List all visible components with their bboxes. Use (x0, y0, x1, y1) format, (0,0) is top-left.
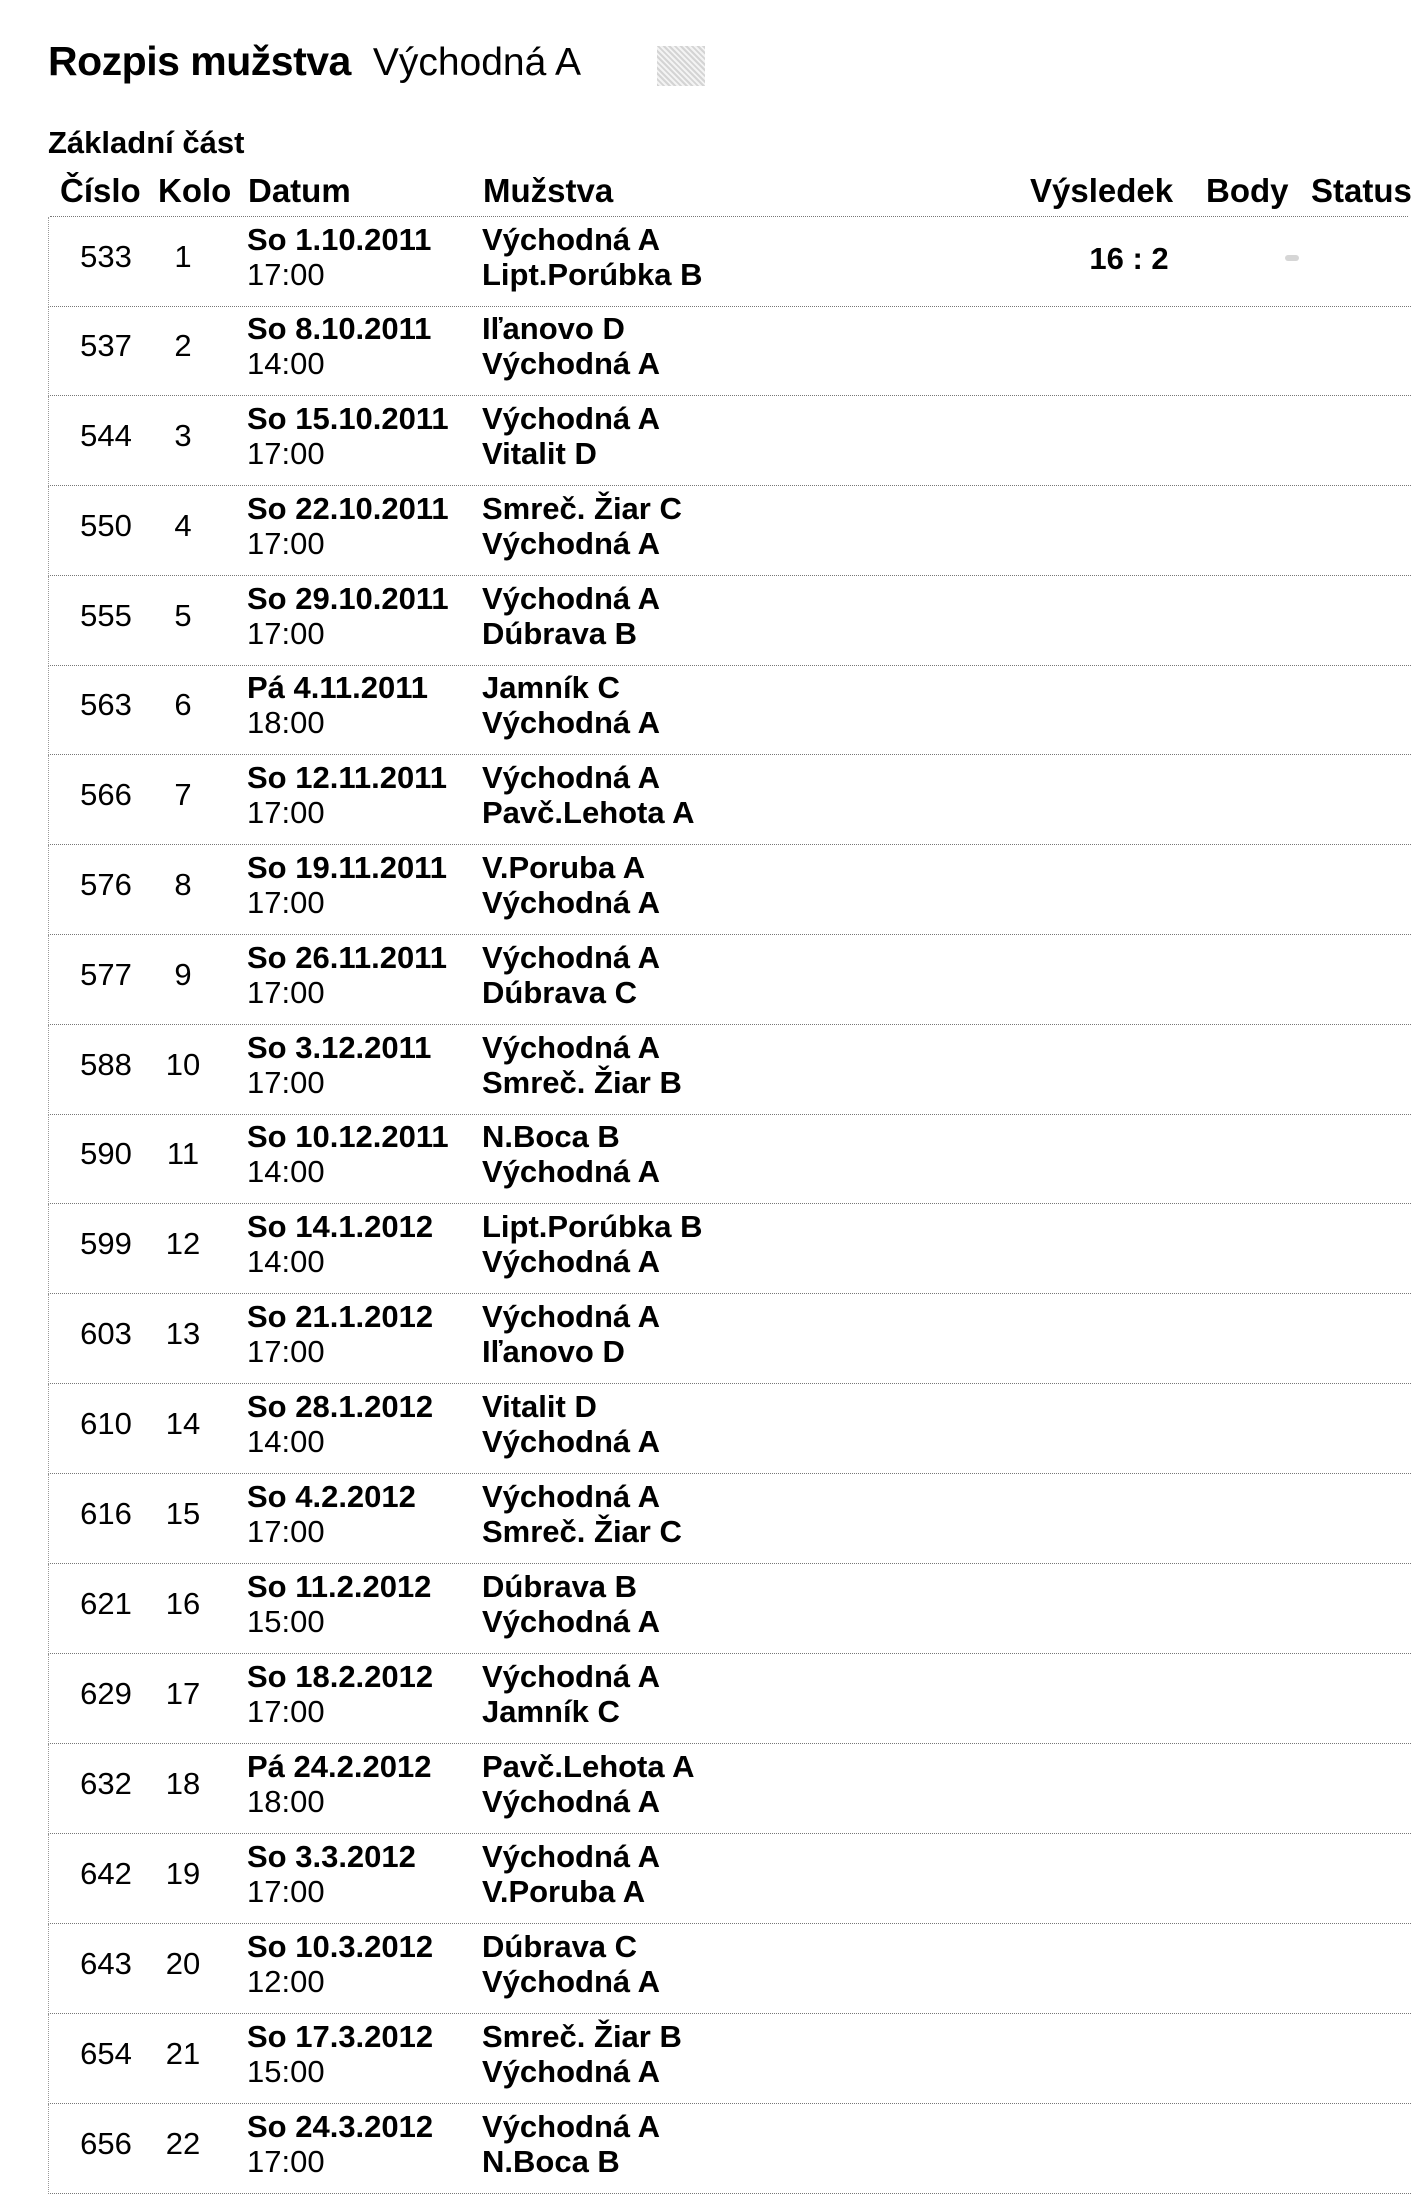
home-team: Dúbrava C (482, 1929, 638, 1964)
match-number: 616 (80, 1496, 132, 1531)
match-time: 12:00 (247, 1964, 325, 1999)
match-time: 17:00 (247, 1874, 325, 1909)
match-date: Pá 4.11.2011 (247, 670, 429, 705)
section-title: Základní část (48, 125, 245, 160)
match-time: 17:00 (247, 526, 325, 561)
home-team: Smreč. Žiar C (482, 491, 682, 526)
round-number: 15 (165, 1496, 201, 1531)
home-team: Východná A (482, 2109, 660, 2144)
match-date: So 3.3.2012 (247, 1839, 416, 1874)
home-team: Iľanovo D (482, 311, 625, 346)
match-date: So 24.3.2012 (247, 2109, 434, 2144)
match-date: So 18.2.2012 (247, 1659, 434, 1694)
match-time: 17:00 (247, 1514, 325, 1549)
table-header (50, 166, 1412, 217)
home-team: Východná A (482, 1839, 660, 1874)
round-number: 8 (174, 867, 192, 902)
away-team: Smreč. Žiar C (482, 1514, 682, 1549)
column-points: Body (1206, 172, 1289, 209)
match-date: So 28.1.2012 (247, 1389, 434, 1424)
home-team: Pavč.Lehota A (482, 1749, 695, 1784)
match-time: 17:00 (247, 795, 325, 830)
match-list (48, 217, 1410, 2197)
match-date: Pá 24.2.2012 (247, 1749, 432, 1784)
match-date: So 8.10.2011 (247, 311, 432, 346)
away-team: Východná A (482, 2054, 660, 2089)
match-time: 17:00 (247, 885, 325, 920)
home-team: Smreč. Žiar B (482, 2019, 682, 2054)
home-team: N.Boca B (482, 1119, 620, 1154)
match-date: So 22.10.2011 (247, 491, 449, 526)
round-number: 12 (165, 1226, 201, 1261)
away-team: Smreč. Žiar B (482, 1065, 682, 1100)
match-time: 14:00 (247, 1424, 325, 1459)
table-row (48, 1834, 1411, 1924)
round-number: 3 (174, 418, 192, 453)
round-number: 1 (174, 239, 192, 274)
team-name: Východná A (372, 41, 582, 84)
match-date: So 21.1.2012 (247, 1299, 434, 1334)
table-row (48, 396, 1411, 486)
table-row (48, 576, 1411, 666)
match-number: 588 (80, 1047, 132, 1082)
home-team: Východná A (482, 1659, 660, 1694)
round-number: 19 (165, 1856, 201, 1891)
table-row (48, 1025, 1411, 1115)
match-date: So 15.10.2011 (247, 401, 449, 436)
match-number: 533 (80, 239, 132, 274)
away-team: Východná A (482, 346, 660, 381)
match-number: 576 (80, 867, 132, 902)
match-time: 15:00 (247, 1604, 325, 1639)
match-date: So 1.10.2011 (247, 222, 432, 257)
away-team: Iľanovo D (482, 1334, 625, 1369)
match-time: 15:00 (247, 2054, 325, 2089)
points-mark (1285, 255, 1299, 261)
round-number: 4 (174, 508, 192, 543)
scan-artifact (657, 46, 705, 86)
away-team: Východná A (482, 1154, 660, 1189)
column-status: Status (1311, 172, 1412, 209)
table-row (48, 1924, 1411, 2014)
match-date: So 11.2.2012 (247, 1569, 432, 1604)
table-row (48, 1474, 1411, 1564)
match-time: 17:00 (247, 436, 325, 471)
match-number: 656 (80, 2126, 132, 2161)
away-team: Dúbrava C (482, 975, 638, 1010)
match-date: So 14.1.2012 (247, 1209, 434, 1244)
table-row (48, 845, 1411, 935)
away-team: V.Poruba A (482, 1874, 646, 1909)
table-row (48, 1114, 1411, 1204)
home-team: Východná A (482, 222, 660, 257)
match-time: 17:00 (247, 616, 325, 651)
round-number: 17 (165, 1676, 201, 1711)
table-row (48, 1294, 1411, 1384)
match-time: 18:00 (247, 1784, 325, 1819)
match-date: So 4.2.2012 (247, 1479, 416, 1514)
match-date: So 19.11.2011 (247, 850, 447, 885)
match-number: 577 (80, 957, 132, 992)
match-number: 642 (80, 1856, 132, 1891)
match-number: 550 (80, 508, 132, 543)
table-row (48, 935, 1411, 1025)
match-number: 629 (80, 1676, 132, 1711)
home-team: V.Poruba A (482, 850, 646, 885)
match-result: 16 : 2 (1089, 241, 1169, 276)
away-team: Pavč.Lehota A (482, 795, 695, 830)
home-team: Lipt.Porúbka B (482, 1209, 703, 1244)
match-number: 566 (80, 777, 132, 812)
match-number: 599 (80, 1226, 132, 1261)
match-date: So 3.12.2011 (247, 1030, 432, 1065)
round-number: 21 (165, 2036, 201, 2071)
home-team: Východná A (482, 940, 660, 975)
away-team: Jamník C (482, 1694, 620, 1729)
away-team: Lipt.Porúbka B (482, 257, 703, 292)
round-number: 2 (174, 328, 192, 363)
match-date: So 29.10.2011 (247, 581, 449, 616)
table-row (48, 665, 1411, 755)
match-time: 14:00 (247, 346, 325, 381)
table-row (48, 755, 1411, 845)
match-number: 603 (80, 1316, 132, 1351)
round-number: 18 (165, 1766, 201, 1801)
home-team: Vitalit D (482, 1389, 597, 1424)
away-team: Vitalit D (482, 436, 597, 471)
column-round: Kolo (158, 172, 232, 209)
round-number: 14 (165, 1406, 201, 1441)
round-number: 6 (174, 687, 192, 722)
away-team: Východná A (482, 526, 660, 561)
away-team: Východná A (482, 705, 660, 740)
away-team: Východná A (482, 1244, 660, 1279)
match-date: So 26.11.2011 (247, 940, 447, 975)
round-number: 10 (165, 1047, 201, 1082)
match-time: 17:00 (247, 1065, 325, 1100)
home-team: Východná A (482, 760, 660, 795)
round-number: 20 (165, 1946, 201, 1981)
table-row (48, 2104, 1411, 2194)
home-team: Východná A (482, 401, 660, 436)
away-team: Východná A (482, 1424, 660, 1459)
page-title: Rozpis mužstva (48, 38, 351, 84)
home-team: Východná A (482, 1030, 660, 1065)
match-time: 14:00 (247, 1154, 325, 1189)
match-time: 18:00 (247, 705, 325, 740)
match-date: So 17.3.2012 (247, 2019, 434, 2054)
column-number: Číslo (60, 172, 141, 209)
match-date: So 10.3.2012 (247, 1929, 434, 1964)
round-number: 7 (174, 777, 192, 812)
match-time: 17:00 (247, 1334, 325, 1369)
away-team: Východná A (482, 1784, 660, 1819)
match-time: 14:00 (247, 1244, 325, 1279)
match-number: 555 (80, 598, 132, 633)
match-time: 17:00 (247, 257, 325, 292)
column-date: Datum (248, 172, 351, 209)
column-result: Výsledek (1030, 172, 1174, 209)
table-row (48, 2014, 1411, 2104)
away-team: Dúbrava B (482, 616, 638, 651)
match-number: 590 (80, 1136, 132, 1171)
table-row (48, 1744, 1411, 1834)
match-number: 544 (80, 418, 132, 453)
match-number: 621 (80, 1586, 132, 1621)
home-team: Východná A (482, 1479, 660, 1514)
match-number: 643 (80, 1946, 132, 1981)
away-team: N.Boca B (482, 2144, 620, 2179)
match-number: 632 (80, 1766, 132, 1801)
match-time: 17:00 (247, 975, 325, 1010)
match-number: 537 (80, 328, 132, 363)
round-number: 13 (165, 1316, 201, 1351)
round-number: 16 (165, 1586, 201, 1621)
home-team: Dúbrava B (482, 1569, 638, 1604)
match-number: 654 (80, 2036, 132, 2071)
match-number: 610 (80, 1406, 132, 1441)
match-time: 17:00 (247, 1694, 325, 1729)
home-team: Východná A (482, 1299, 660, 1334)
column-teams: Mužstva (483, 172, 614, 209)
match-date: So 12.11.2011 (247, 760, 447, 795)
round-number: 22 (165, 2126, 201, 2161)
match-time: 17:00 (247, 2144, 325, 2179)
match-date: So 10.12.2011 (247, 1119, 449, 1154)
away-team: Východná A (482, 1964, 660, 1999)
table-row (48, 486, 1411, 576)
table-row (48, 1654, 1411, 1744)
round-number: 5 (174, 598, 192, 633)
round-number: 9 (174, 957, 192, 992)
away-team: Východná A (482, 1604, 660, 1639)
table-row (48, 1564, 1411, 1654)
table-row (48, 306, 1411, 396)
round-number: 11 (166, 1136, 200, 1171)
table-row (48, 1204, 1411, 1294)
title-row (48, 38, 581, 85)
table-row (48, 217, 1411, 307)
away-team: Východná A (482, 885, 660, 920)
table-row (48, 1384, 1411, 1474)
home-team: Jamník C (482, 670, 620, 705)
home-team: Východná A (482, 581, 660, 616)
match-number: 563 (80, 687, 132, 722)
